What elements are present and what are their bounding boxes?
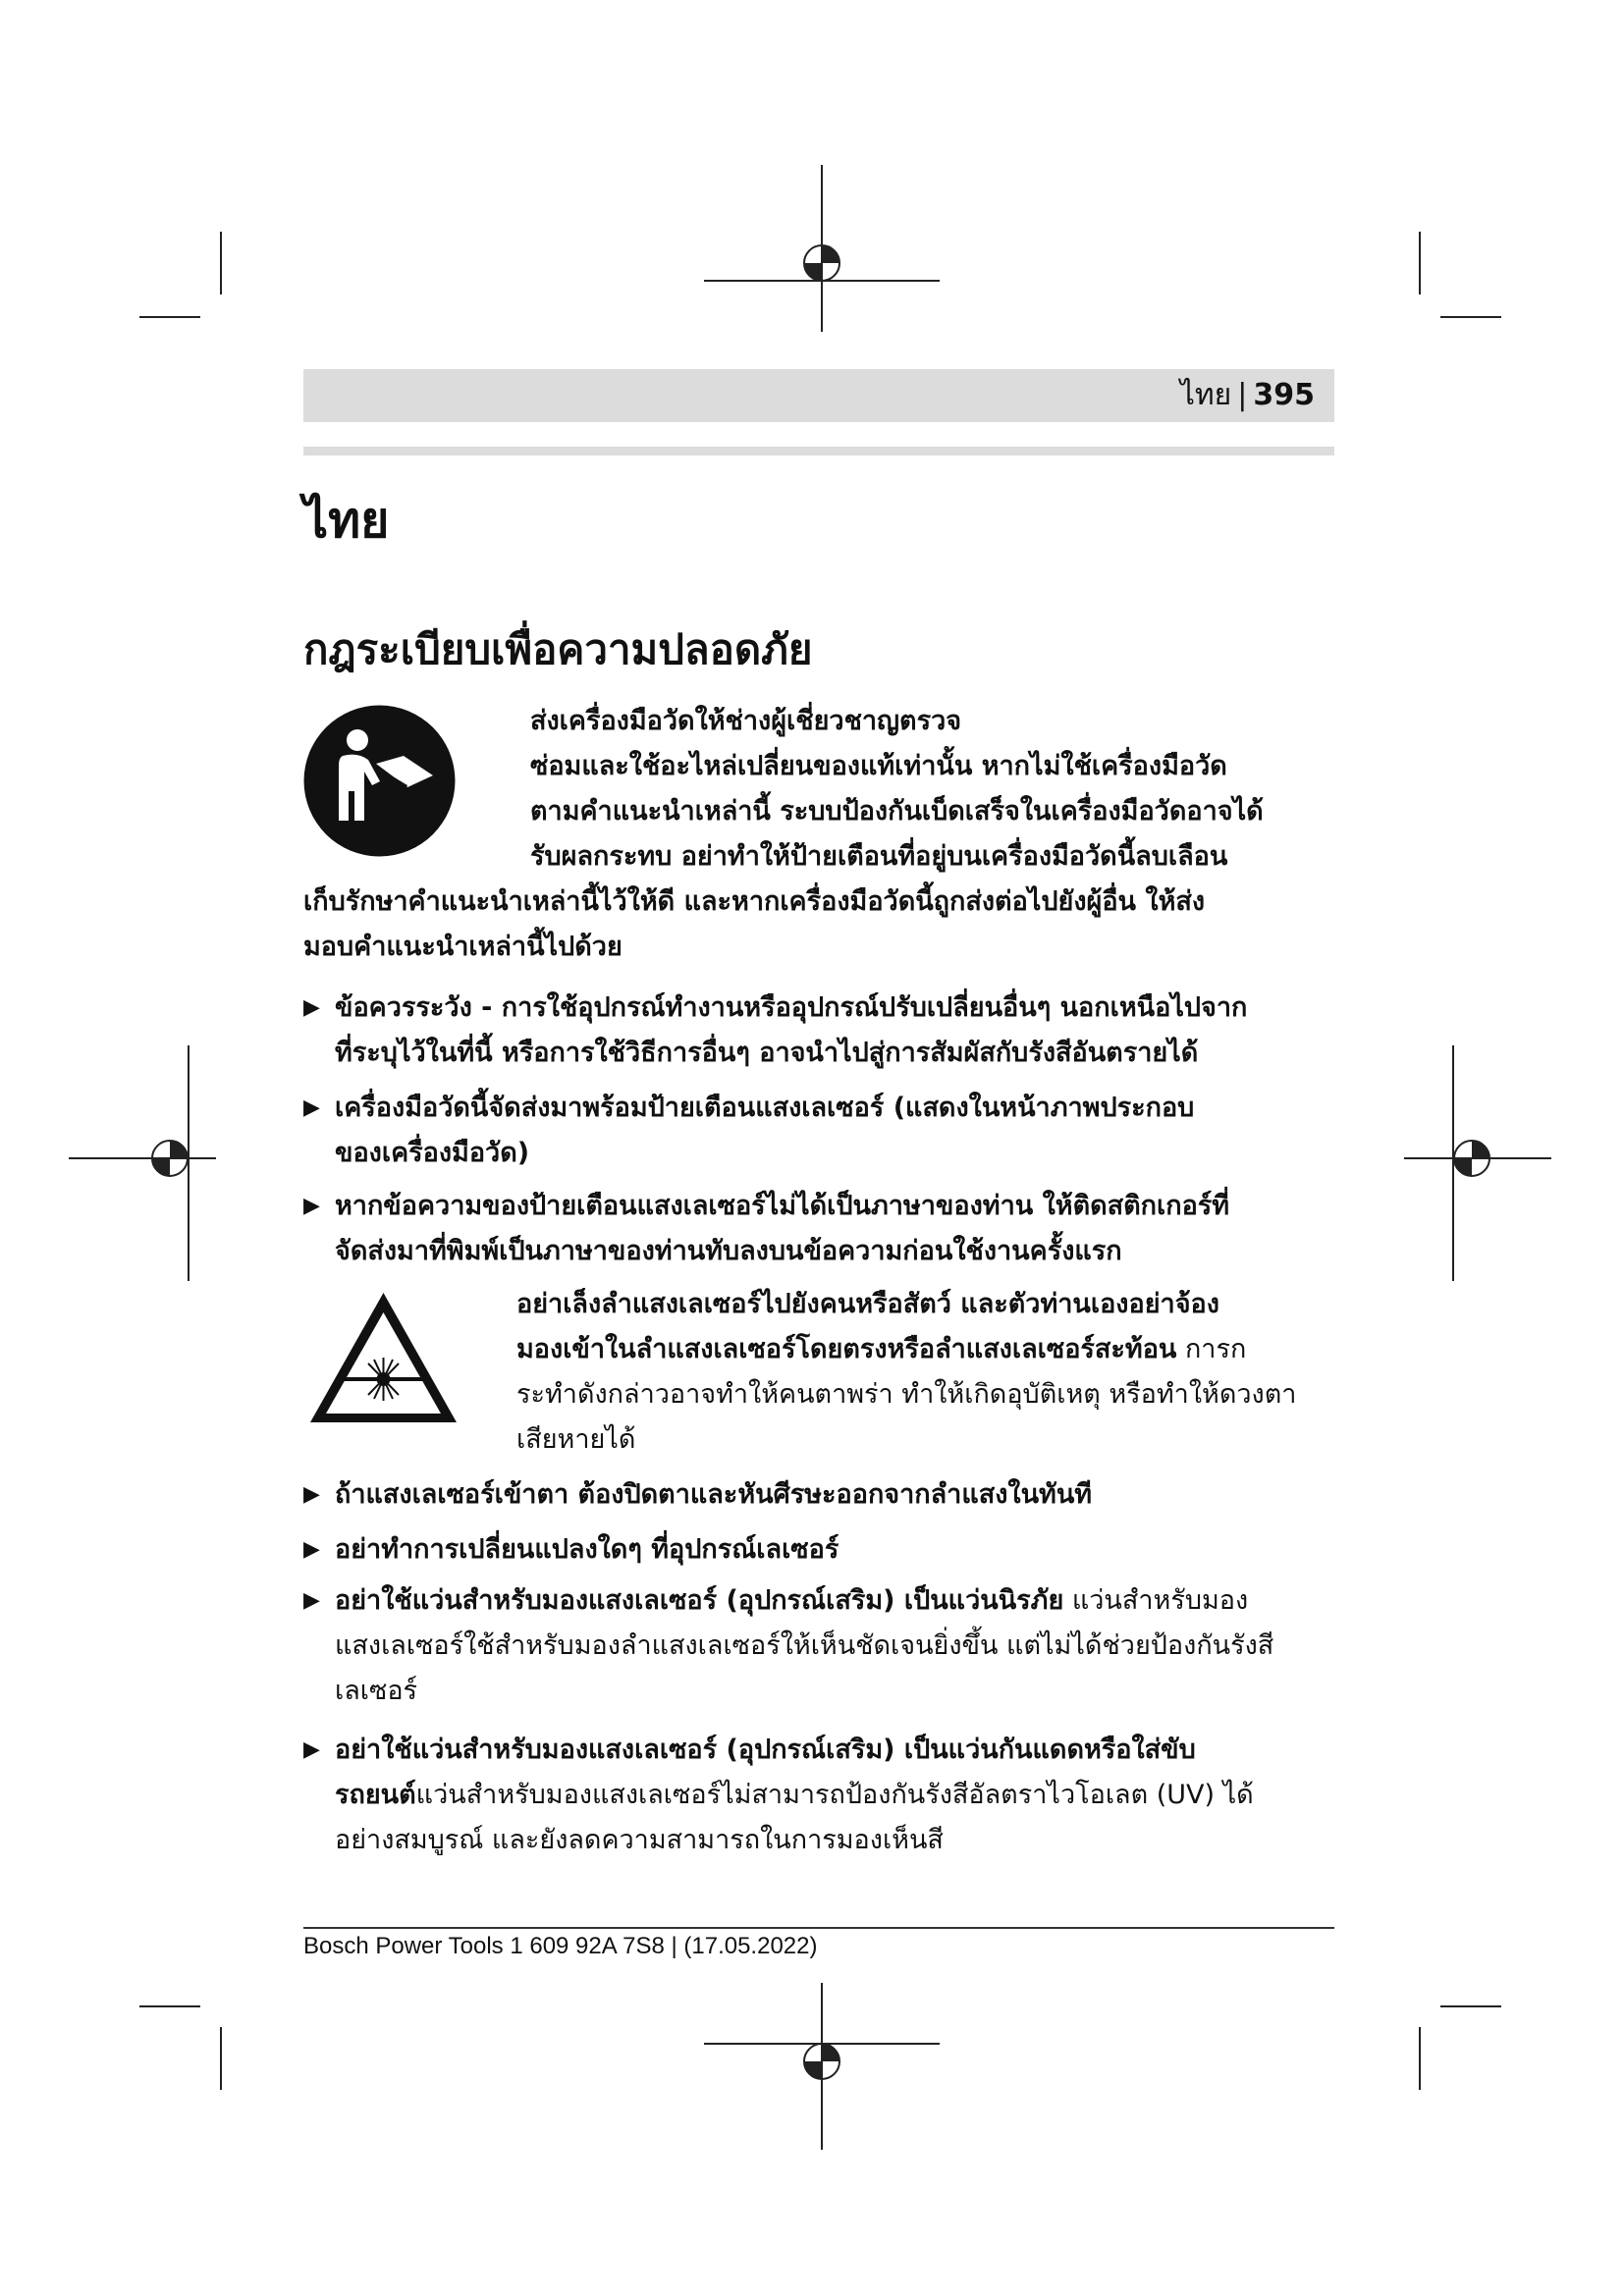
text-line: ของเครื่องมือวัด) <box>335 1138 530 1168</box>
text-line <box>303 744 1334 789</box>
bullet-text <box>335 1728 1334 1863</box>
text-span: แว่นสำหรับมอง <box>1063 1585 1249 1616</box>
bullet-text <box>335 1184 1334 1274</box>
bullet-arrow-icon: ▶ <box>303 1482 320 1507</box>
text-line: เลเซอร์ <box>335 1676 418 1706</box>
text-line: แสงเลเซอร์ใช้สำหรับมองลำแสงเลเซอร์ให้เห็นชัดเจนยิ่งขึ้น แต่ไม่ได้ช่วยป้องกันรังสี <box>335 1630 1274 1661</box>
text-line <box>335 1773 1334 1818</box>
page-header <box>303 369 1334 422</box>
bullet-arrow-icon: ▶ <box>303 1095 320 1120</box>
text-line <box>303 1327 1334 1372</box>
bullet-arrow-icon: ▶ <box>303 1588 320 1613</box>
list-item <box>303 986 1334 1076</box>
text-line: จัดส่งมาที่พิมพ์เป็นภาษาของท่านทับลงบนข้อความก่อนใช้งานครั้งแรก <box>335 1236 1122 1266</box>
text-line: อย่าใช้แว่นสำหรับมองแสงเลเซอร์ (อุปกรณ์เสริม) เป็นแว่นกันแดดหรือใส่ขับ <box>335 1735 1196 1765</box>
header-separator: | <box>1237 378 1248 412</box>
text-line <box>335 1578 1334 1624</box>
text-span: การก <box>1176 1334 1247 1364</box>
list-item <box>303 1578 1334 1714</box>
bullet-text: ถ้าแสงเลเซอร์เข้าตา ต้องปิดตาและหันศีรษะออกจากลำแสงในทันที <box>335 1479 1093 1510</box>
bullet-text <box>335 986 1334 1076</box>
text-span: อย่าใช้แว่นสำหรับมองแสงเลเซอร์ (อุปกรณ์เสริม) เป็นแว่นนิรภัย <box>335 1585 1064 1616</box>
crop-mark <box>1419 2027 1421 2090</box>
text-line: ที่ระบุไว้ในที่นี้ หรือการใช้วิธีการอื่นๆ อาจนำไปสู่การสัมผัสกับรังสีอันตรายได้ <box>335 1038 1199 1068</box>
crop-mark <box>1440 2005 1501 2007</box>
text-span: มองเข้าในลำแสงเลเซอร์โดยตรงหรือลำแสงเลเซอร์สะท้อน <box>516 1334 1177 1364</box>
intro-paragraph <box>303 699 1334 970</box>
bullet-arrow-icon: ▶ <box>303 1737 320 1762</box>
section-title: กฎระเบียบเพื่อความปลอดภัย <box>303 625 813 673</box>
crop-mark <box>220 2027 222 2090</box>
bullet-arrow-icon: ▶ <box>303 1537 320 1562</box>
crop-mark <box>1419 232 1421 294</box>
crop-mark <box>220 232 222 294</box>
text-span: หากไม่ใช้เครื่องมือวัด <box>972 751 1227 781</box>
list-item <box>303 1527 1334 1573</box>
text-line: เก็บรักษาคำแนะนำเหล่านี้ไว้ให้ดี และหากเครื่องมือวัดนี้ถูกส่งต่อไปยังผู้อื่น ให้ส่ง <box>303 886 1206 917</box>
list-item <box>303 1728 1334 1863</box>
text-line: ตามคำแนะนำเหล่านี้ ระบบป้องกันเบ็ดเสร็จในเครื่องมือวัดอาจได้ <box>530 796 1264 827</box>
list-item <box>303 1184 1334 1274</box>
text-line: เครื่องมือวัดนี้จัดส่งมาพร้อมป้ายเตือนแสงเลเซอร์ (แสดงในหน้าภาพประกอบ <box>335 1093 1195 1123</box>
bullet-arrow-icon: ▶ <box>303 1194 320 1218</box>
text-span: แว่นสำหรับมองแสงเลเซอร์ไม่สามารถป้องกันรังสีอัลตราไวโอเลต (UV) ได้ <box>415 1780 1254 1810</box>
registration-mark-left <box>69 1045 216 1281</box>
page-number: 395 <box>1253 378 1315 412</box>
crop-mark <box>139 316 200 318</box>
registration-mark-right <box>1404 1045 1551 1281</box>
bullet-text <box>335 1086 1334 1176</box>
crop-mark <box>139 2005 200 2007</box>
text-line: เสียหายได้ <box>516 1424 636 1455</box>
list-item <box>303 1086 1334 1176</box>
bullet-text: อย่าทำการเปลี่ยนแปลงใดๆ ที่อุปกรณ์เลเซอร์ <box>335 1534 839 1565</box>
header-section: ไทย <box>1179 378 1232 412</box>
laser-warning-paragraph <box>303 1282 1334 1463</box>
page-title: ไทย <box>303 492 390 549</box>
list-item <box>303 1472 1334 1518</box>
header-divider <box>303 447 1334 455</box>
crop-mark <box>1440 316 1501 318</box>
text-span: รถยนต์ <box>335 1780 416 1810</box>
header-text <box>1180 379 1315 412</box>
text-span: ซ่อมและใช้อะไหล่เปลี่ยนของแท้เท่านั้น <box>530 751 973 781</box>
text-line: มอบคำแนะนำเหล่านี้ไปด้วย <box>303 932 623 962</box>
text-line: หากข้อความของป้ายเตือนแสงเลเซอร์ไม่ได้เป็นภาษาของท่าน ให้ติดสติกเกอร์ที่ <box>335 1191 1230 1221</box>
footer-divider <box>303 1927 1334 1929</box>
page-footer: Bosch Power Tools 1 609 92A 7S8 | (17.05.2022) <box>303 1933 818 1959</box>
registration-mark-bottom <box>704 1983 940 2150</box>
text-line: รับผลกระทบ อย่าทำให้ป้ายเตือนที่อยู่บนเครื่องมือวัดนี้ลบเลือน <box>530 841 1228 872</box>
bullet-text <box>335 1578 1334 1714</box>
bullet-arrow-icon: ▶ <box>303 995 320 1020</box>
text-line: อย่างสมบูรณ์ และยังลดความสามารถในการมองเห็นสี <box>335 1825 944 1855</box>
text-line: อย่าเล็งลำแสงเลเซอร์ไปยังคนหรือสัตว์ และตัวท่านเองอย่าจ้อง <box>516 1289 1219 1319</box>
text-line: ส่งเครื่องมือวัดให้ช่างผู้เชี่ยวชาญตรวจ <box>530 706 962 736</box>
text-line: ระทำดังกล่าวอาจทำให้คนตาพร่า ทำให้เกิดอุบัติเหตุ หรือทำให้ดวงตา <box>516 1379 1297 1410</box>
text-line: ข้อควรระวัง - การใช้อุปกรณ์ทำงานหรืออุปกรณ์ปรับเปลี่ยนอื่นๆ นอกเหนือไปจาก <box>335 992 1248 1023</box>
registration-mark-top <box>704 165 940 332</box>
